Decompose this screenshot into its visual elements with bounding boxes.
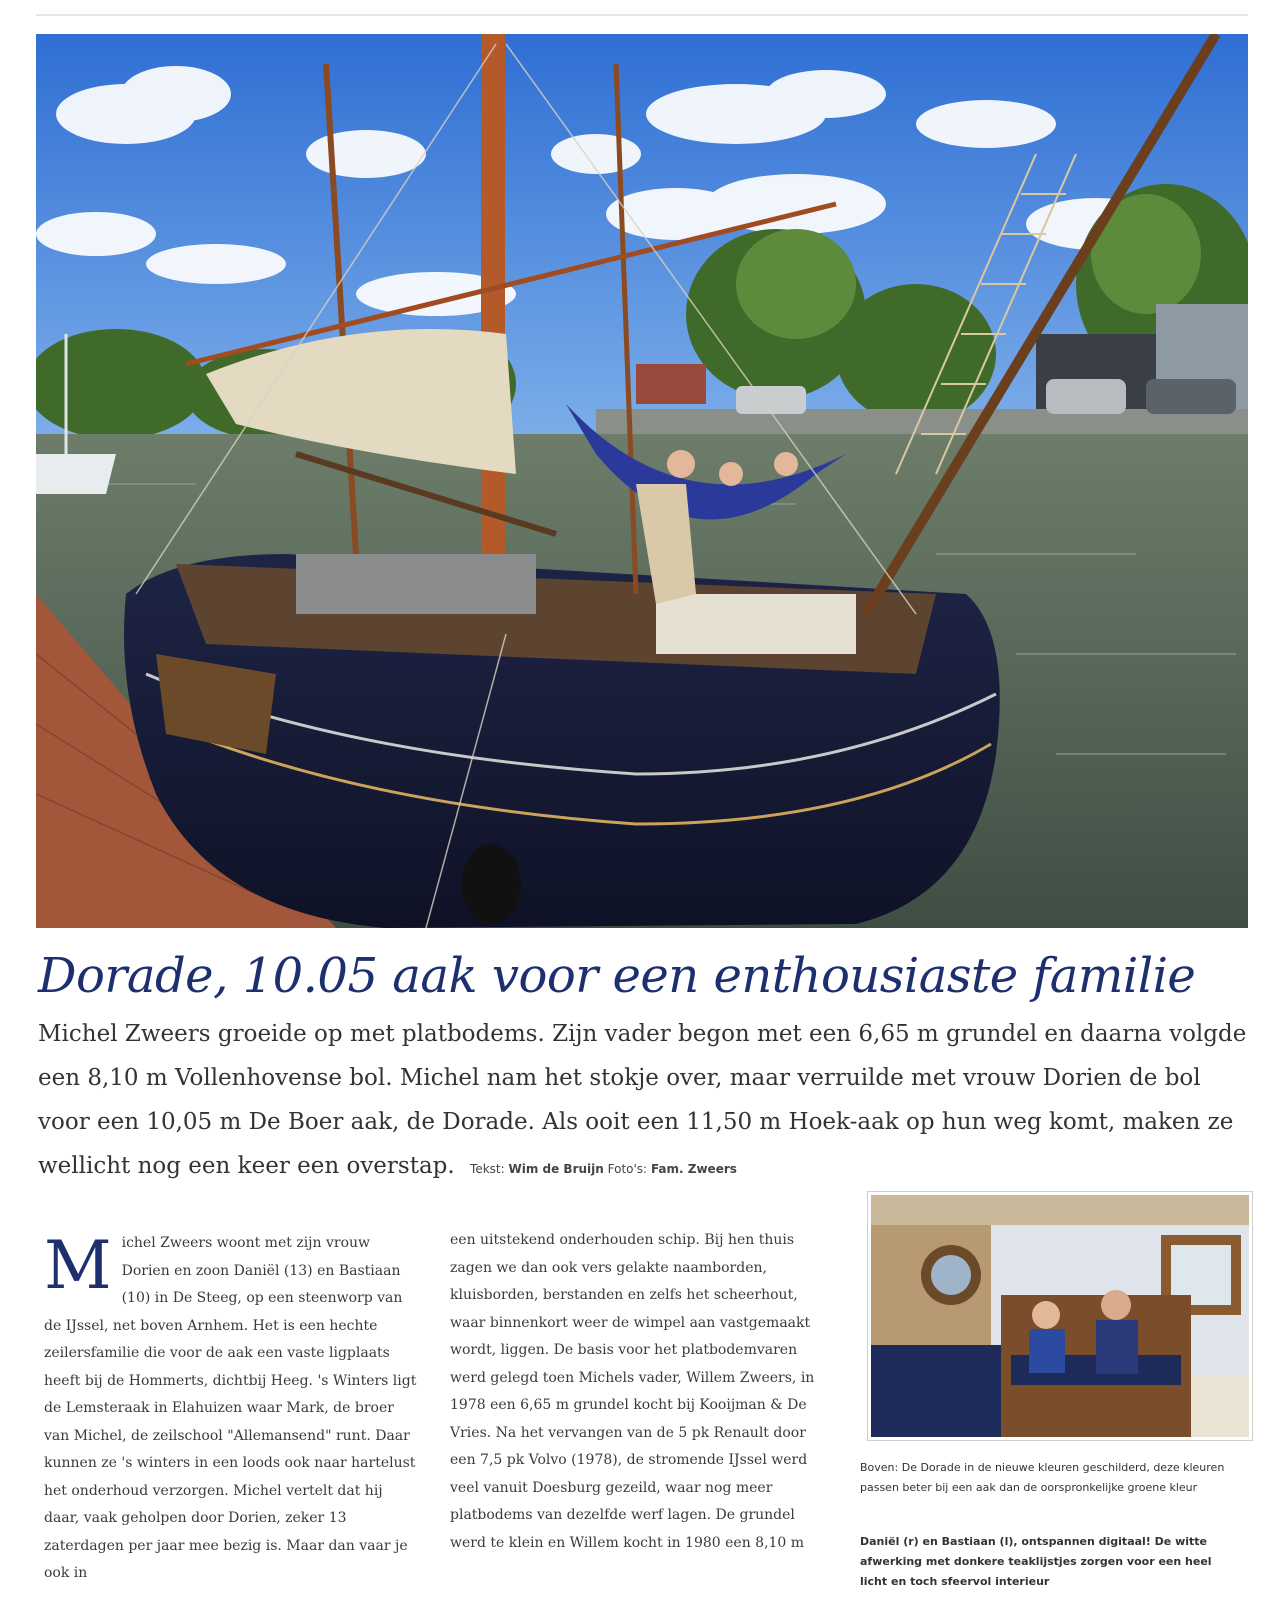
- hero-photo-boat: [36, 34, 1248, 928]
- credit-photo-label: Foto's:: [607, 1162, 648, 1176]
- body-column-1-text: ichel Zweers woont met zijn vrouw Dorien en zoon Daniël (13) en Bastiaan (10) in De Steeg, op een steenworp van de IJssel, net boven Arnhem. Het is een hechte zeilersfamilie die voor de aak een vaste ligplaats heeft bij de Hommerts, dichtbij Heeg. 's Winters ligt de Lemsteraak in Elahuizen waar Mark, de broer van Michel, de zeilschool "Allemansend" runt. Daar kunnen ze 's winters in een loods ook naar hartelust het onderhoud verzorgen. Michel vertelt dat hij daar, vaak geholpen door Dorien, zeker 13 zaterdagen per jaar mee bezig is. Maar dan vaar je ook in: [44, 1235, 417, 1581]
- inset-photo-illustration: [871, 1195, 1249, 1437]
- page-top-rule: [36, 14, 1248, 16]
- inset-photo-interior: [868, 1192, 1252, 1440]
- intro-text: Michel Zweers groeide op met platbodems. Zijn vader begon met een 6,65 m grundel en daarna volgde een 8,10 m Vollenhovense bol. Michel nam het stokje over, maar verruilde met vrouw Dorien de bol voor een 10,05 m De Boer aak, de Dorade. Als ooit een 11,50 m Hoek-aak op hun weg komt, maken ze wellicht nog een keer een overstap.: [38, 1021, 1247, 1179]
- credit-text-label: Tekst:: [470, 1162, 505, 1176]
- credit-author: Wim de Bruijn: [508, 1162, 604, 1176]
- body-column-2-text: een uitstekend onderhouden schip. Bij hen thuis zagen we dan ook vers gelakte naamborden, kluisborden, berstanden en zelfs het scheerhout, waar binnenkort weer de wimpel aan vastgemaakt wordt, liggen. De basis voor het platbodemvaren werd gelegd toen Michels vader, Willem Zweers, in 1978 een 6,65 m grundel kocht bij Kooijman & De Vries. Na het vervangen van de 5 pk Renault door een 7,5 pk Volvo (1978), de stromende IJssel werd veel vanuit Doesburg gezeild, waar nog meer platbodems van dezelfde werf lagen. De grundel werd te klein en Willem kocht in 1980 een 8,10 m: [450, 1232, 815, 1551]
- credit-photographer: Fam. Zweers: [650, 1162, 737, 1176]
- dropcap: M: [44, 1227, 112, 1304]
- hero-photo-illustration: [36, 34, 1248, 928]
- article-intro: [38, 1012, 1248, 1191]
- body-column-1: [44, 1227, 419, 1588]
- credits: [470, 1162, 737, 1176]
- inset-caption-2: Daniël (r) en Bastiaan (l), ontspannen digitaal! De witte afwerking met donkere teaklijstjes zorgen voor een heel licht en toch sfeervol interieur: [860, 1535, 1212, 1588]
- body-column-2: [450, 1227, 825, 1557]
- inset-caption-1: Boven: De Dorade in de nieuwe kleuren geschilderd, deze kleuren passen beter bij een aak dan de oorspronkelijke groene kleur: [860, 1461, 1225, 1494]
- article-headline: Dorade, 10.05 aak voor een enthousiaste familie: [38, 948, 1196, 1004]
